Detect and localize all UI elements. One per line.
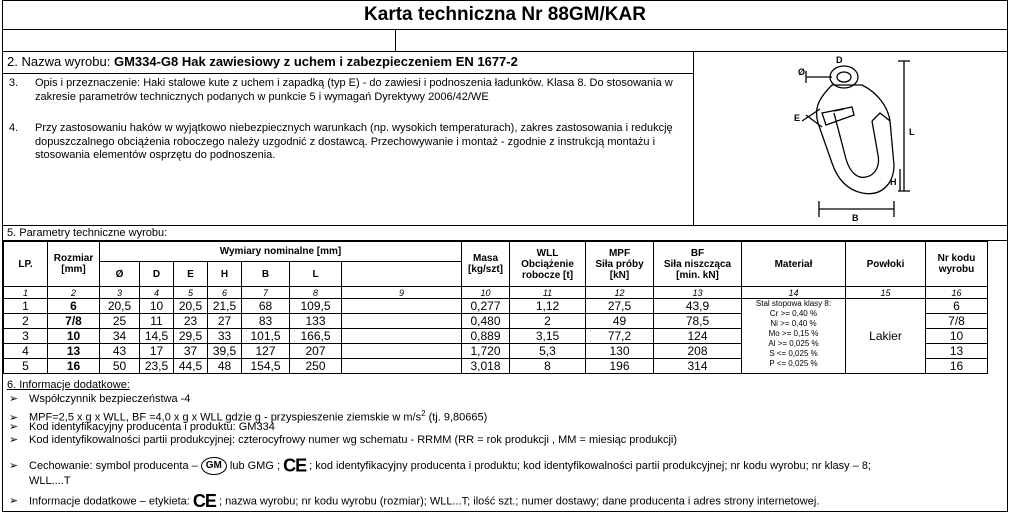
material-line: S <= 0,025 %	[769, 349, 818, 358]
cell-l: 250	[290, 359, 342, 374]
product-name: GM334-G8 Hak zawiesiowy z uchem i zabezpieczeniem EN 1677-2	[113, 54, 518, 69]
cell-rozmiar: 6	[48, 299, 100, 314]
index-cell: 4	[140, 287, 174, 299]
cell-e: 44,5	[174, 359, 208, 374]
dim-e-label: E	[794, 113, 801, 123]
cell-d: 10	[140, 299, 174, 314]
cell-phi: 25	[100, 314, 140, 329]
cell-h: 21,5	[208, 299, 242, 314]
cell-e: 37	[174, 344, 208, 359]
material-line: Ni >= 0,40 %	[770, 319, 817, 328]
th-nrkodu: Nr kodu wyrobu	[926, 242, 988, 287]
cell-phi: 34	[100, 329, 140, 344]
cell-wll: 1,12	[510, 299, 586, 314]
cell-d: 23,5	[140, 359, 174, 374]
cell-e: 23	[174, 314, 208, 329]
cell-empty	[342, 359, 462, 374]
cell-wll: 3,15	[510, 329, 586, 344]
arrow-bullet-icon: ➢	[9, 393, 19, 405]
cell-coating: Lakier	[846, 299, 926, 374]
cell-b: 101,5	[242, 329, 290, 344]
index-cell: 14	[742, 287, 846, 299]
info-text: ; nazwa wyrobu; nr kodu wyrobu (rozmiar); WLL...T; ilość szt.; numer dostawy; dane producenta i adres strony internetowej.	[218, 495, 820, 508]
th-lp: LP.	[4, 242, 48, 287]
cell-e: 20,5	[174, 299, 208, 314]
arrow-bullet-icon: ➢	[9, 421, 19, 433]
cell-rozmiar: 13	[48, 344, 100, 359]
info-item	[9, 421, 275, 434]
info-item-label	[9, 491, 820, 511]
product-name-label: 2. Nazwa wyrobu:	[7, 54, 111, 69]
cell-bf: 124	[654, 329, 742, 344]
dim-d-label: D	[836, 55, 843, 65]
cell-bf: 208	[654, 344, 742, 359]
cell-h: 48	[208, 359, 242, 374]
additional-info-heading: 6. Informacje dodatkowe:	[7, 379, 130, 391]
cell-nrkodu: 7/8	[926, 314, 988, 329]
th-empty	[342, 262, 462, 287]
material-line: Mo >= 0,15 %	[768, 329, 819, 338]
cell-b: 127	[242, 344, 290, 359]
page-title: Karta techniczna Nr 88GM/KAR	[3, 1, 1007, 30]
info-item-marking	[9, 457, 871, 475]
product-name-line	[7, 54, 518, 69]
cell-nrkodu: 10	[926, 329, 988, 344]
ce-mark-icon: CE	[283, 455, 307, 476]
cell-rozmiar: 7/8	[48, 314, 100, 329]
th-b: B	[242, 262, 290, 287]
cell-lp: 3	[4, 329, 48, 344]
dim-b-label: B	[852, 213, 859, 223]
cell-masa: 0,480	[462, 314, 510, 329]
index-cell: 11	[510, 287, 586, 299]
cell-lp: 2	[4, 314, 48, 329]
divider	[3, 73, 693, 74]
cell-lp: 4	[4, 344, 48, 359]
info-text: MPF=2,5 x g x WLL, BF =4,0 x g x WLL gdzie g - przyspieszenie ziemskie w m/s	[29, 411, 422, 424]
cell-nrkodu: 16	[926, 359, 988, 374]
superscript: 2	[421, 409, 426, 418]
index-cell: 9	[342, 287, 462, 299]
th-wymiary: Wymiary nominalne [mm]	[100, 242, 462, 262]
info-text: Kod identyfikacyjny producenta i produktu: GM334	[29, 421, 275, 433]
index-cell: 6	[208, 287, 242, 299]
cell-l: 109,5	[290, 299, 342, 314]
index-cell: 8	[290, 287, 342, 299]
cell-phi: 50	[100, 359, 140, 374]
arrow-bullet-icon: ➢	[9, 495, 19, 508]
index-cell: 5	[174, 287, 208, 299]
cell-h: 39,5	[208, 344, 242, 359]
cell-mpf: 196	[586, 359, 654, 374]
th-l: L	[290, 262, 342, 287]
info-item	[9, 393, 190, 406]
th-mpf: MPF Siła próby [kN]	[586, 242, 654, 287]
cell-masa: 0,889	[462, 329, 510, 344]
info-text: ; kod identyfikacyjny producenta i produktu; kod identyfikowalności partii produkcyjnej; nr kodu wyrobu; nr klasy – 8;	[309, 459, 872, 472]
paragraph-number: 4.	[9, 122, 19, 134]
cell-nrkodu: 6	[926, 299, 988, 314]
material-line: P <= 0,025 %	[769, 359, 818, 368]
dim-l-label: L	[909, 127, 915, 137]
section-description	[3, 51, 694, 226]
table-row	[4, 299, 988, 314]
index-cell: 15	[846, 287, 926, 299]
cell-mpf: 27,5	[586, 299, 654, 314]
header-blank-row	[3, 29, 1007, 52]
th-h: H	[208, 262, 242, 287]
dim-h-label: H	[890, 177, 897, 187]
cell-rozmiar: 10	[48, 329, 100, 344]
index-cell: 13	[654, 287, 742, 299]
cell-rozmiar: 16	[48, 359, 100, 374]
ce-mark-icon: CE	[192, 491, 216, 511]
index-cell: 16	[926, 287, 988, 299]
index-cell: 3	[100, 287, 140, 299]
cell-b: 68	[242, 299, 290, 314]
hook-drawing	[694, 51, 1007, 225]
info-item	[9, 434, 677, 447]
info-text: Współczynnik bezpieczeństwa -4	[29, 393, 191, 405]
cell-b: 154,5	[242, 359, 290, 374]
arrow-bullet-icon: ➢	[9, 434, 19, 446]
arrow-bullet-icon: ➢	[9, 459, 19, 472]
index-cell: 12	[586, 287, 654, 299]
info-text: Kod identyfikowalności partii produkcyjnej: czterocyfrowy numer wg schematu - RRMM (RR = rok produkcji , MM = miesiąc produkcji)	[29, 434, 677, 446]
index-cell: 10	[462, 287, 510, 299]
hook-drawing-area	[694, 51, 1007, 226]
index-cell: 2	[48, 287, 100, 299]
cell-empty	[342, 344, 462, 359]
cell-masa: 0,277	[462, 299, 510, 314]
cell-bf: 314	[654, 359, 742, 374]
paragraph-text: Opis i przeznaczenie: Haki stalowe kute z uchem i zapadką (typ E) - do zawiesi i podnoszenia ładunków. Klasa 8. Do stosowania w zakresie parametrów technicznych podanych w punkcie 5 i wymagań Dyrektywy 2006/42/WE	[35, 77, 673, 103]
cell-wll: 5,3	[510, 344, 586, 359]
cell-mpf: 130	[586, 344, 654, 359]
cell-empty	[342, 314, 462, 329]
cell-bf: 78,5	[654, 314, 742, 329]
gm-logo-icon: GM	[201, 457, 227, 475]
cell-d: 14,5	[140, 329, 174, 344]
cell-l: 207	[290, 344, 342, 359]
cell-masa: 1,720	[462, 344, 510, 359]
info-text: lub GMG ;	[229, 459, 281, 472]
cell-material	[742, 299, 846, 374]
info-item-marking-cont: WLL....T	[29, 475, 71, 487]
index-cell: 7	[242, 287, 290, 299]
th-masa: Masa [kg/szt]	[462, 242, 510, 287]
index-row	[4, 287, 988, 299]
cell-h: 33	[208, 329, 242, 344]
th-d: D	[140, 262, 174, 287]
cell-lp: 1	[4, 299, 48, 314]
cell-masa: 3,018	[462, 359, 510, 374]
cell-l: 166,5	[290, 329, 342, 344]
th-powloki: Powłoki	[846, 242, 926, 287]
cell-phi: 20,5	[100, 299, 140, 314]
section-parameters-label: 5. Parametry techniczne wyrobu:	[3, 225, 1007, 241]
arrow-bullet-icon: ➢	[9, 411, 19, 424]
info-text: Informacje dodatkowe – etykieta:	[29, 495, 190, 508]
cell-wll: 2	[510, 314, 586, 329]
cell-l: 133	[290, 314, 342, 329]
cell-d: 11	[140, 314, 174, 329]
dim-phi-label: Ø	[798, 67, 806, 77]
paragraph-text: Przy zastosowaniu haków w wyjątkowo niebezpiecznych warunkach (np. wysokich temperaturach), zakres zastosowania i redukcję dopuszczalnego obciążenia roboczego należy uzgodnić z dostawcą. Przechowywanie i montaż - zgodnie z instrukcją montażu i stosowania elementów osprzętu do podnoszenia.	[35, 122, 673, 161]
header-blank-cell	[3, 29, 396, 51]
material-line: Al >= 0,025 %	[768, 339, 819, 348]
cell-e: 29,5	[174, 329, 208, 344]
cell-empty	[342, 329, 462, 344]
cell-nrkodu: 13	[926, 344, 988, 359]
cell-empty	[342, 299, 462, 314]
cell-mpf: 77,2	[586, 329, 654, 344]
cell-lp: 5	[4, 359, 48, 374]
cell-h: 27	[208, 314, 242, 329]
th-wll: WLL Obciążenie robocze [t]	[510, 242, 586, 287]
th-phi: Ø	[100, 262, 140, 287]
cell-d: 17	[140, 344, 174, 359]
cell-bf: 43,9	[654, 299, 742, 314]
th-e: E	[174, 262, 208, 287]
th-material: Materiał	[742, 242, 846, 287]
material-line: Cr >= 0,40 %	[769, 309, 818, 318]
parameters-table	[3, 241, 988, 374]
index-cell: 1	[4, 287, 48, 299]
th-rozmiar: Rozmiar [mm]	[48, 242, 100, 287]
cell-wll: 8	[510, 359, 586, 374]
info-text: Cechowanie: symbol producenta –	[29, 459, 198, 472]
document-frame	[2, 0, 1008, 512]
cell-mpf: 49	[586, 314, 654, 329]
th-bf: BF Siła niszcząca [min. kN]	[654, 242, 742, 287]
info-text: (tj. 9,80665)	[425, 411, 488, 424]
paragraph-number: 3.	[9, 77, 19, 89]
cell-phi: 43	[100, 344, 140, 359]
material-line: Stal stopowa klasy 8:	[755, 299, 832, 308]
cell-b: 83	[242, 314, 290, 329]
